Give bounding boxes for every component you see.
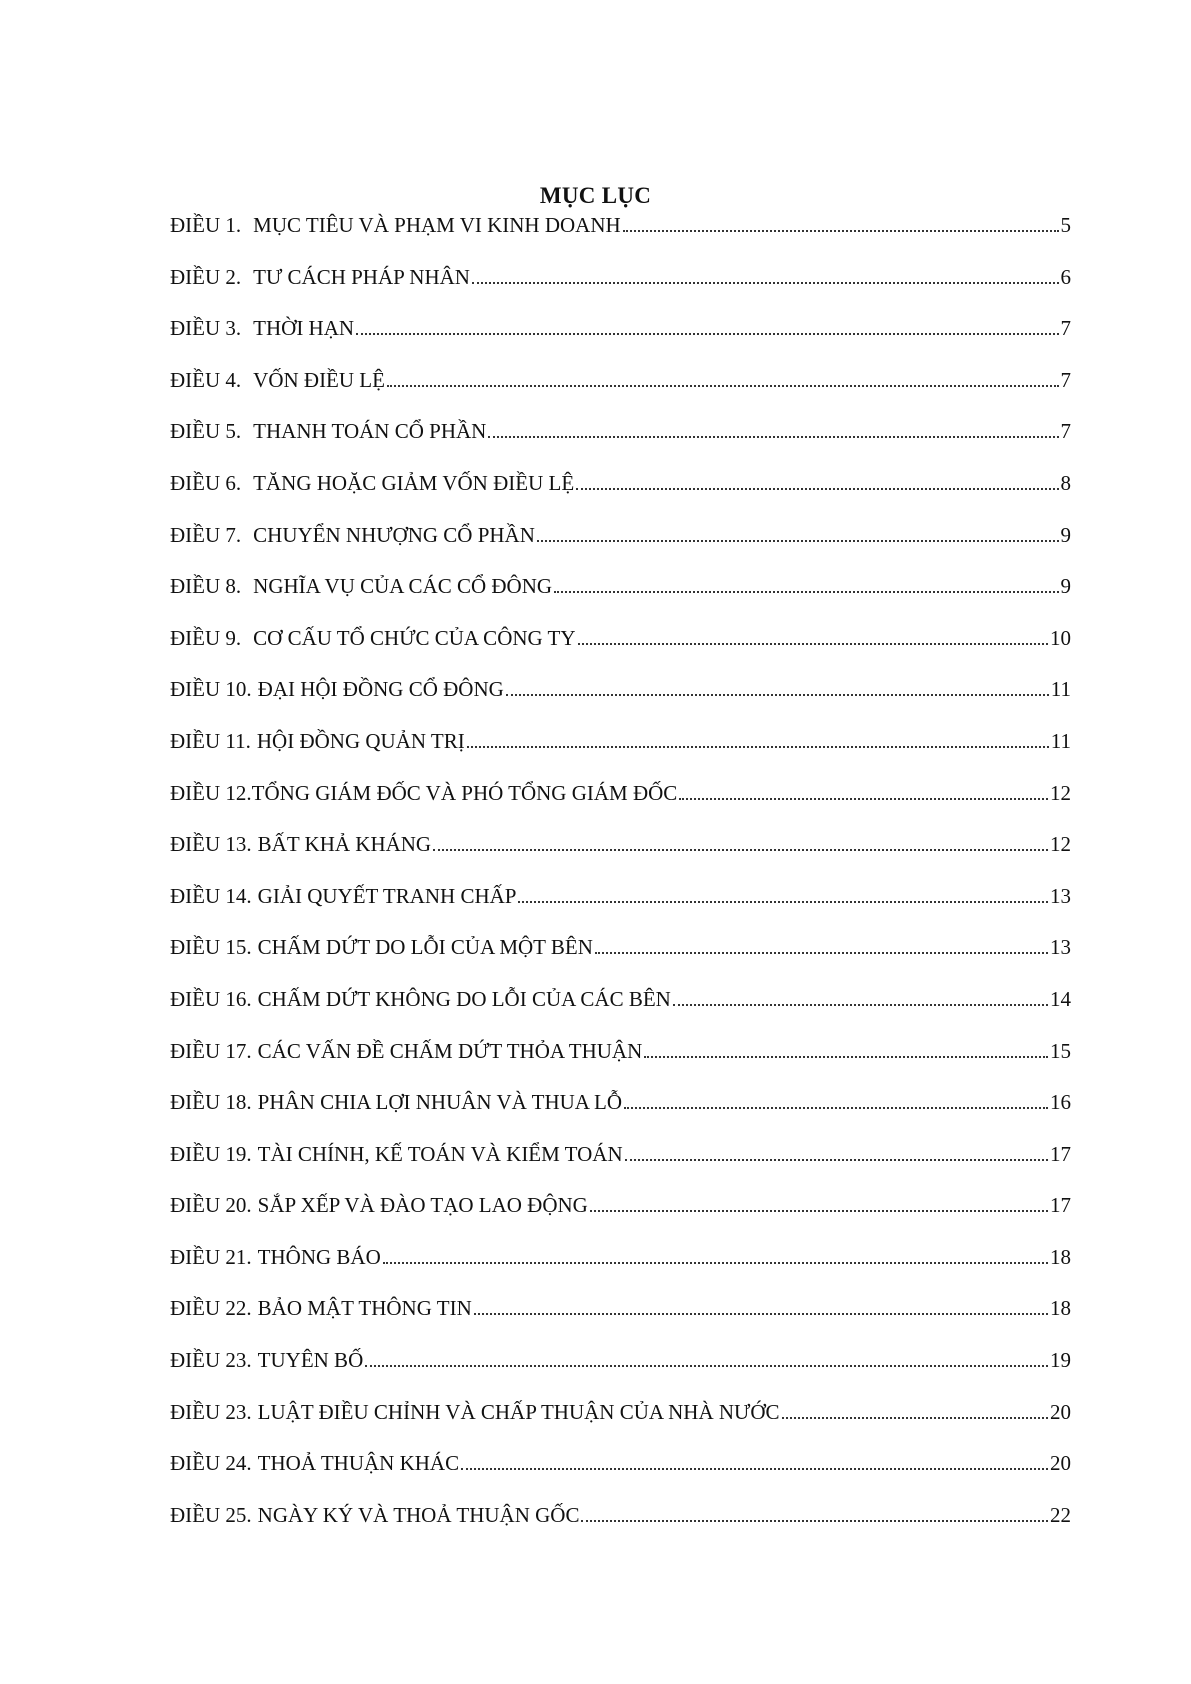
dot-leader	[581, 1519, 1048, 1522]
toc-entry-page-number: 16	[1050, 1090, 1071, 1115]
toc-entry-number: ĐIỀU 4.	[170, 367, 242, 392]
dot-leader	[624, 1106, 1048, 1109]
toc-entry-title: BẤT KHẢ KHÁNG	[257, 832, 432, 857]
toc-entry-title: BẢO MẬT THÔNG TIN	[257, 1296, 472, 1321]
dot-leader	[467, 745, 1049, 748]
toc-entry-number: ĐIỀU 20.	[170, 1193, 252, 1218]
toc-entry-title: CÁC VẤN ĐỀ CHẤM DỨT THỎA THUẬN	[257, 1038, 643, 1063]
dot-leader	[433, 848, 1048, 851]
toc-entry-page-number: 11	[1050, 677, 1071, 702]
toc-entry-number: ĐIỀU 5.	[170, 419, 242, 444]
toc-entry-number: ĐIỀU 23.	[170, 1348, 252, 1373]
toc-entry-number: ĐIỀU 2.	[170, 264, 242, 289]
toc-entry-page-number: 14	[1050, 986, 1071, 1011]
toc-entry-number: ĐIỀU 3.	[170, 316, 242, 341]
toc-entry-number: ĐIỀU 13.	[170, 832, 252, 857]
toc-entry-title: SẮP XẾP VÀ ĐÀO TẠO LAO ĐỘNG	[257, 1193, 588, 1218]
toc-entry-title: THỜI HẠN	[253, 316, 355, 341]
dot-leader	[679, 797, 1048, 800]
dot-leader	[576, 487, 1058, 490]
toc-entry-title: THOẢ THUẬN KHÁC	[257, 1451, 460, 1476]
dot-leader	[488, 435, 1058, 438]
toc-entry-page-number: 7	[1060, 316, 1071, 341]
toc-title: MỤC LỤC	[539, 183, 652, 208]
toc-entry[interactable]	[170, 1451, 1071, 1503]
toc-entry-page-number: 18	[1050, 1296, 1071, 1321]
dot-leader	[365, 1364, 1048, 1367]
toc-entry-page-number: 20	[1050, 1399, 1071, 1424]
toc-entry-number: ĐIỀU 24.	[170, 1451, 252, 1476]
toc-entry-number: ĐIỀU 21.	[170, 1244, 252, 1269]
toc-entry[interactable]	[170, 729, 1071, 781]
toc-entry-number: ĐIỀU 8.	[170, 574, 242, 599]
toc-entry-number: ĐIỀU 17.	[170, 1038, 252, 1063]
toc-entry[interactable]	[170, 677, 1071, 729]
toc-entry[interactable]	[170, 626, 1071, 678]
toc-entry-number: ĐIỀU 15.	[170, 935, 252, 960]
toc-entry-title: MỤC TIÊU VÀ PHẠM VI KINH DOANH	[253, 213, 621, 237]
toc-entry-number: ĐIỀU 18.	[170, 1090, 252, 1115]
toc-entry[interactable]	[170, 1296, 1071, 1348]
toc-list	[170, 213, 1071, 1554]
toc-entry-title: CƠ CẤU TỔ CHỨC CỦA CÔNG TY	[253, 625, 576, 650]
toc-entry-page-number: 9	[1060, 522, 1071, 547]
toc-entry-number: ĐIỀU 12.	[170, 780, 252, 805]
toc-entry[interactable]	[170, 574, 1071, 626]
toc-entry[interactable]	[170, 265, 1071, 317]
toc-entry-page-number: 15	[1050, 1038, 1071, 1063]
toc-entry-title: TƯ CÁCH PHÁP NHÂN	[253, 264, 470, 289]
toc-entry-number: ĐIỀU 6.	[170, 470, 242, 495]
toc-entry-title: LUẬT ĐIỀU CHỈNH VÀ CHẤP THUẬN CỦA NHÀ NƯỚC	[257, 1399, 780, 1424]
dot-leader	[644, 1055, 1048, 1058]
toc-entry-number: ĐIỀU 22.	[170, 1296, 252, 1321]
toc-entry[interactable]	[170, 471, 1071, 523]
toc-entry-page-number: 5	[1060, 213, 1071, 237]
toc-entry-page-number: 22	[1050, 1502, 1071, 1527]
toc-entry-page-number: 11	[1050, 728, 1071, 753]
dot-leader	[782, 1416, 1048, 1419]
dot-leader	[474, 1312, 1048, 1315]
toc-entry-title: NGHĨA VỤ CỦA CÁC CỔ ĐÔNG	[253, 574, 553, 599]
toc-entry[interactable]	[170, 935, 1071, 987]
toc-entry-page-number: 18	[1050, 1244, 1071, 1269]
toc-entry[interactable]	[170, 781, 1071, 833]
toc-entry-page-number: 7	[1060, 367, 1071, 392]
toc-entry[interactable]	[170, 884, 1071, 936]
dot-leader	[623, 229, 1059, 232]
dot-leader	[554, 590, 1058, 593]
toc-entry[interactable]	[170, 1039, 1071, 1091]
dot-leader	[472, 281, 1059, 284]
toc-entry[interactable]	[170, 419, 1071, 471]
toc-entry-page-number: 7	[1060, 419, 1071, 444]
toc-entry-number: ĐIỀU 16.	[170, 986, 252, 1011]
toc-entry[interactable]	[170, 1245, 1071, 1297]
toc-entry-number: ĐIỀU 11.	[170, 728, 251, 753]
toc-entry-title: THÔNG BÁO	[257, 1244, 381, 1269]
toc-entry-title: ĐẠI HỘI ĐỒNG CỔ ĐÔNG	[257, 677, 504, 702]
toc-entry-title: GIẢI QUYẾT TRANH CHẤP	[257, 883, 517, 908]
dot-leader	[673, 1003, 1048, 1006]
toc-entry-number: ĐIỀU 1.	[170, 213, 242, 237]
toc-entry[interactable]	[170, 316, 1071, 368]
toc-entry[interactable]	[170, 213, 1071, 265]
dot-leader	[625, 1158, 1048, 1161]
toc-entry-number: ĐIỀU 7.	[170, 522, 242, 547]
toc-entry-page-number: 17	[1050, 1193, 1071, 1218]
dot-leader	[590, 1209, 1048, 1212]
toc-entry-page-number: 19	[1050, 1348, 1071, 1373]
toc-entry[interactable]	[170, 832, 1071, 884]
dot-leader	[578, 642, 1048, 645]
toc-entry-page-number: 12	[1050, 832, 1071, 857]
toc-entry-number: ĐIỀU 23.	[170, 1399, 252, 1424]
toc-entry-page-number: 9	[1060, 574, 1071, 599]
toc-entry[interactable]	[170, 1090, 1071, 1142]
dot-leader	[461, 1467, 1048, 1470]
toc-entry-title: CHẤM DỨT KHÔNG DO LỖI CỦA CÁC BÊN	[257, 986, 671, 1011]
dot-leader	[518, 900, 1048, 903]
toc-entry[interactable]	[170, 368, 1071, 420]
toc-entry-title: TUYÊN BỐ	[257, 1348, 364, 1373]
dot-leader	[356, 332, 1058, 335]
toc-entry-page-number: 12	[1050, 780, 1071, 805]
dot-leader	[506, 693, 1049, 696]
toc-entry-page-number: 20	[1050, 1451, 1071, 1476]
toc-entry-number: ĐIỀU 14.	[170, 883, 252, 908]
toc-entry[interactable]	[170, 1503, 1071, 1555]
dot-leader	[387, 384, 1059, 387]
toc-entry-title: NGÀY KÝ VÀ THOẢ THUẬN GỐC	[257, 1502, 580, 1527]
toc-entry-title: HỘI ĐỒNG QUẢN TRỊ	[256, 728, 465, 753]
toc-entry-page-number: 8	[1060, 470, 1071, 495]
toc-entry[interactable]	[170, 1193, 1071, 1245]
dot-leader	[537, 539, 1059, 542]
toc-entry[interactable]	[170, 1348, 1071, 1400]
toc-entry-title: TỔNG GIÁM ĐỐC VÀ PHÓ TỔNG GIÁM ĐỐC	[251, 780, 678, 805]
toc-entry-title: TĂNG HOẶC GIẢM VỐN ĐIỀU LỆ	[253, 470, 575, 495]
dot-leader	[595, 951, 1048, 954]
toc-entry[interactable]	[170, 1400, 1071, 1452]
toc-entry-page-number: 17	[1050, 1141, 1071, 1166]
toc-entry-page-number: 10	[1050, 625, 1071, 650]
toc-entry-title: TÀI CHÍNH, KẾ TOÁN VÀ KIỂM TOÁN	[257, 1141, 623, 1166]
toc-entry[interactable]	[170, 1142, 1071, 1194]
toc-entry-number: ĐIỀU 25.	[170, 1502, 252, 1527]
toc-entry-title: CHẤM DỨT DO LỖI CỦA MỘT BÊN	[257, 935, 593, 960]
toc-entry-number: ĐIỀU 10.	[170, 677, 252, 702]
toc-entry-title: PHÂN CHIA LỢI NHUÂN VÀ THUA LỖ	[257, 1090, 623, 1115]
toc-entry-page-number: 13	[1050, 935, 1071, 960]
toc-entry-title: THANH TOÁN CỔ PHẦN	[253, 419, 487, 444]
dot-leader	[383, 1261, 1048, 1264]
toc-entry-number: ĐIỀU 19.	[170, 1141, 252, 1166]
toc-entry[interactable]	[170, 523, 1071, 575]
toc-entry-page-number: 13	[1050, 883, 1071, 908]
toc-entry[interactable]	[170, 987, 1071, 1039]
toc-entry-title: VỐN ĐIỀU LỆ	[253, 367, 385, 392]
toc-entry-page-number: 6	[1060, 264, 1071, 289]
toc-entry-title: CHUYỂN NHƯỢNG CỔ PHẦN	[253, 522, 535, 547]
toc-entry-number: ĐIỀU 9.	[170, 625, 242, 650]
